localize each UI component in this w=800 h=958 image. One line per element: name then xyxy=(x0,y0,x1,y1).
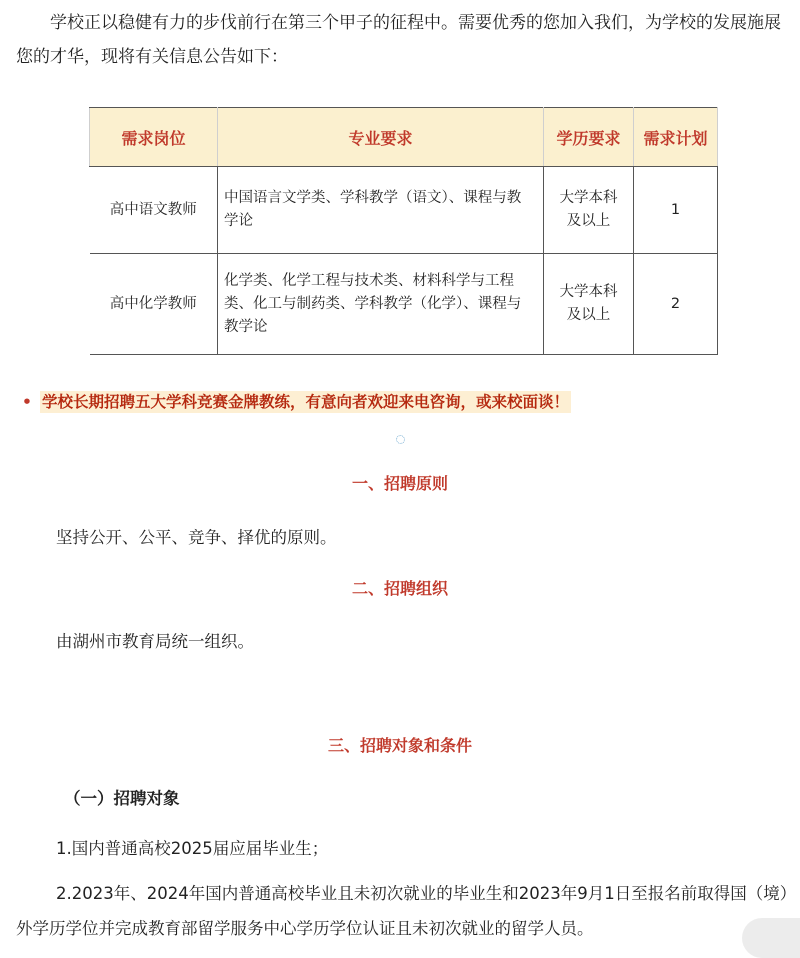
section-heading-targets: 三、招聘对象和条件 xyxy=(327,736,472,755)
bullet-dot-icon: • xyxy=(22,393,32,411)
header-education: 学历要求 xyxy=(544,108,634,167)
section-heading-principle: 一、招聘原则 xyxy=(351,474,448,493)
notice-text: 学校长期招聘五大学科竞赛金牌教练，有意向者欢迎来电咨询，或来校面谈！ xyxy=(42,393,570,411)
header-major: 专业要求 xyxy=(218,108,544,167)
floating-action-button[interactable] xyxy=(742,918,800,958)
cell-education: 大学本科及以上 xyxy=(544,167,634,254)
cell-position: 高中语文教师 xyxy=(90,167,218,254)
loading-spinner-icon xyxy=(396,435,405,444)
cell-major: 中国语言文学类、学科教学（语文）、课程与教学论 xyxy=(218,167,544,254)
cell-count: 2 xyxy=(634,254,718,355)
section-heading-organization: 二、招聘组织 xyxy=(351,579,448,598)
notice-bullet xyxy=(22,390,571,412)
subheading-targets: （一）招聘对象 xyxy=(64,789,180,808)
table-row xyxy=(90,254,718,355)
list-item: 1.国内普通高校2025届应届毕业生； xyxy=(56,839,329,858)
list-item: 2.2023年、2024年国内普通高校毕业且未初次就业的毕业生和2023年9月1日至报名前取得国（境）外学历学位并完成教育部留学服务中心学历学位认证且未初次就业的留学人员。 xyxy=(16,884,788,938)
cell-major: 化学类、化学工程与技术类、材料科学与工程类、化工与制药类、学科教学（化学）、课程与教学论 xyxy=(218,254,544,355)
cell-education: 大学本科及以上 xyxy=(544,254,634,355)
intro-paragraph: 学校正以稳健有力的步伐前行在第三个甲子的征程中。需要优秀的您加入我们，为学校的发展施展您的才华，现将有关信息公告如下： xyxy=(16,13,781,67)
section-text-organization: 由湖州市教育局统一组织。 xyxy=(56,632,254,651)
section-text-principle: 坚持公开、公平、竞争、择优的原则。 xyxy=(56,528,337,547)
table-row xyxy=(90,167,718,254)
cell-position: 高中化学教师 xyxy=(90,254,218,355)
header-position: 需求岗位 xyxy=(90,108,218,167)
cell-count: 1 xyxy=(634,167,718,254)
recruitment-table xyxy=(89,107,717,355)
table-header-row xyxy=(90,108,718,167)
header-count: 需求计划 xyxy=(634,108,718,167)
